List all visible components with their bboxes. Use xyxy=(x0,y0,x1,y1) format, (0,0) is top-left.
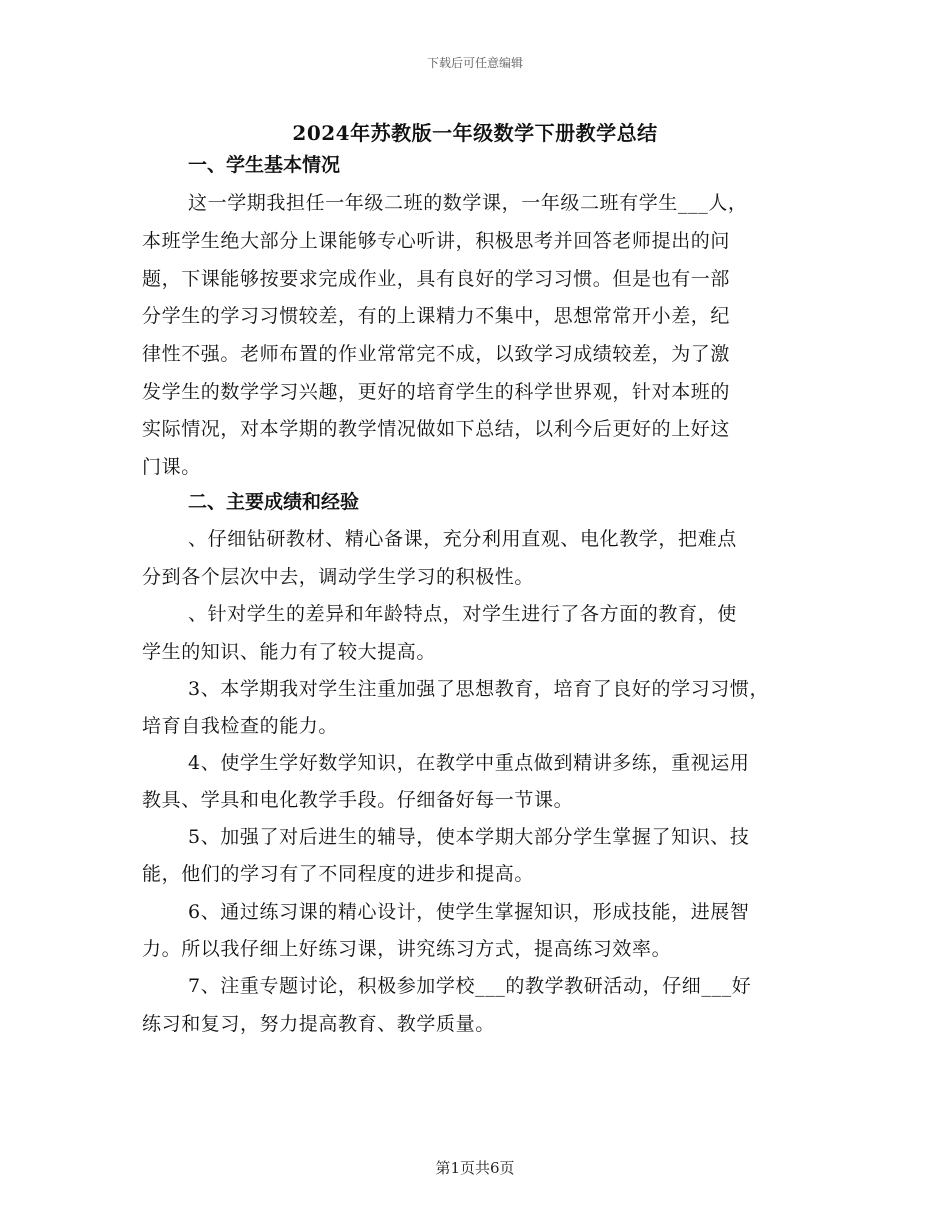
header-note: 下载后可任意编辑 xyxy=(426,56,523,70)
paragraph-line: 分学生的学习习惯较差，有的上课精力不集中，思想常常开小差，纪 xyxy=(142,305,731,327)
paragraph-line: 门课。 xyxy=(142,456,201,478)
section-heading-basic-info: 一、学生基本情况 xyxy=(188,154,341,176)
page-number-footer: 第1页共6页 xyxy=(435,1159,515,1177)
paragraph-line: 、仔细钻研教材、精心备课，充分利用直观、电化教学，把难点 xyxy=(188,528,737,550)
paragraph-line: 发学生的数学学习兴趣，更好的培育学生的科学世界观，针对本班的 xyxy=(142,381,731,403)
paragraph-line: 学生的知识、能力有了较大提高。 xyxy=(142,641,437,663)
paragraph-line: 能，他们的学习有了不同程度的进步和提高。 xyxy=(142,863,535,885)
paragraph-line: 实际情况，对本学期的教学情况做如下总结，以利今后更好的上好这 xyxy=(142,418,731,440)
paragraph-line: 教具、学具和电化教学手段。仔细备好每一节课。 xyxy=(142,789,574,811)
section-heading-achievements: 二、主要成绩和经验 xyxy=(188,491,360,513)
paragraph-line: 律性不强。老师布置的作业常常完不成，以致学习成绩较差，为了激 xyxy=(142,343,731,365)
paragraph-line: 题，下课能够按要求完成作业，具有良好的学习习惯。但是也有一部 xyxy=(142,268,731,290)
paragraph-line: 3、本学期我对学生注重加强了思想教育，培育了良好的学习习惯， xyxy=(188,678,770,700)
paragraph-line: 5、加强了对后进生的辅导，使本学期大部分学生掌握了知识、技 xyxy=(188,826,750,848)
paragraph-line: 4、使学生学好数学知识，在教学中重点做到精讲多练，重视运用 xyxy=(188,752,750,774)
paragraph-line: 本班学生绝大部分上课能够专心听讲，积极思考并回答老师提出的问 xyxy=(142,230,731,252)
paragraph-line: 这一学期我担任一年级二班的数学课，一年级二班有学生___人， xyxy=(188,192,748,214)
paragraph-line: 、针对学生的差异和年龄特点，对学生进行了各方面的教育，使 xyxy=(188,603,737,625)
document-title: 2024年苏教版一年级数学下册教学总结 xyxy=(292,121,658,145)
paragraph-line: 培育自我检查的能力。 xyxy=(142,715,339,737)
paragraph-line: 力。所以我仔细上好练习课，讲究练习方式，提高练习效率。 xyxy=(142,938,672,960)
paragraph-line: 7、注重专题讨论，积极参加学校___的教学教研活动，仔细___好 xyxy=(188,975,752,997)
paragraph-line: 6、通过练习课的精心设计，使学生掌握知识，形成技能，进展智 xyxy=(188,901,750,923)
paragraph-line: 分到各个层次中去，调动学生学习的积极性。 xyxy=(142,566,535,588)
paragraph-line: 练习和复习，努力提高教育、教学质量。 xyxy=(142,1013,495,1035)
